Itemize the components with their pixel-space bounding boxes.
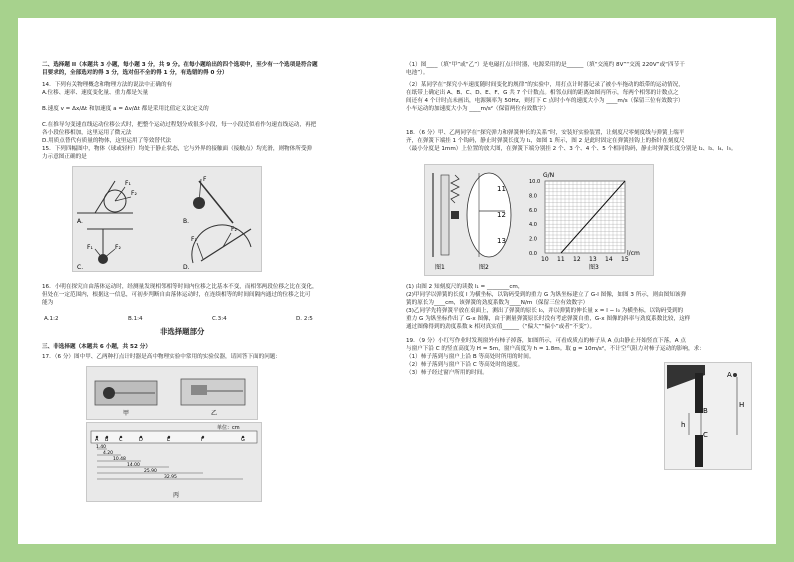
q17-sub2-line4: 小车运动的加速度大小为 ____m/s²（保留两位有效数字） (406, 106, 549, 112)
q15c-force-f2 (103, 249, 115, 259)
q19-label-b: B (703, 407, 708, 415)
tape-dim-label-2: 10.48 (113, 457, 126, 462)
q18-spring (451, 175, 459, 203)
tape-point-label-B: B (105, 437, 109, 443)
q19-window-diagram (665, 363, 751, 469)
q17-sub2-line2: 在纸带上确定出 A、B、C、D、E、F、G 共 7 个计数点。相邻点间的距离如图丙所示，每两个相邻的计数点之 (406, 90, 679, 96)
q17-timer-yi-panel (191, 385, 207, 395)
q17-stem: 17．（6 分）图中甲、乙两种打点计时器是高中物理实验中常用的实验仪器，请回答下面的问题： (42, 354, 281, 360)
q15d-f2-label: F₂ (231, 226, 237, 233)
chart-y-tick-4: 8.0 (529, 193, 537, 200)
q18-figure (424, 164, 654, 276)
chart-x-tick-0: 10 (541, 256, 549, 263)
q15d-bowl (192, 225, 251, 263)
sec2-header-line1: 二、选择题 II（本题共 3 小题，每小题 3 分，共 9 分。在每小题给出的四个选项中，至少有一个选项是符合题 (42, 62, 318, 68)
q18-sub3-line2: 重力 G 为纵坐标作出了 G-x 图像，由于测量弹簧原长时没有考虑弹簧自重，G-x 图像的斜率与劲度系数比较，这样 (406, 316, 691, 322)
q19-point-a (733, 373, 737, 377)
tape-dim-label-4: 25.90 (144, 469, 157, 474)
q17-tape-figure (86, 422, 262, 502)
tape-point-label-E: E (167, 437, 171, 443)
chart-y-tick-3: 6.0 (529, 207, 537, 214)
chart-x-tick-1: 11 (557, 256, 565, 263)
tape-dim-label-3: 14.00 (127, 463, 140, 468)
q18-label-fig1: 图1 (435, 264, 445, 271)
q15-label-c: C. (77, 264, 84, 271)
q17-sub2-line3: 间还有 4 个计时点未画出，电源频率为 50Hz，则打下 C 点时小车的速度大小为 ____m/s（保留三位有效数字） (406, 98, 684, 104)
q14-option-d: D.用质点替代有质量的物体，这里运用了等效替代法 (42, 138, 172, 144)
q16-option-b: B.1:4 (128, 316, 143, 322)
chart-x-tick-2: 12 (573, 256, 581, 263)
tape-point-label-G: G (241, 437, 245, 443)
q15-stem-line2: 力示意图正确的是 (42, 154, 87, 160)
q17-sub2-line1: （2）某同学在“探究小车速度随时间变化的规律”的实验中，用打点计时器记录了被小车拖动的纸带的运动情况， (406, 82, 684, 88)
chart-x-tick-5: 15 (621, 256, 629, 263)
q18-ruler (441, 175, 449, 255)
q16-option-a: A.1:2 (44, 316, 59, 322)
q18-scale-13: 13 (497, 237, 506, 245)
q15a-f1-label: F₁ (125, 180, 131, 187)
q15-figure (72, 166, 262, 272)
q14-option-c-line2: 各小段位移相加，这里运用了微元法 (42, 130, 132, 136)
q15b-f-label: F (203, 176, 207, 183)
q16-stem-line2: 但处在一定范围内，根据这一信息，可初步判断自由落体运动时，在连续相等的时间间隔内通过的位移之比可 (42, 292, 311, 298)
q19-wall-upper (695, 373, 703, 413)
chart-y-tick-0: 0.0 (529, 251, 537, 257)
q19-label-c: C (703, 431, 708, 439)
q18-stem-line2: 齐，在弹簧下端挂 1 个钩码，静止时弹簧长度为 l₁，如图 1 所示，图 2 是此时固定在弹簧挂钩上的指针在刻度尺 (406, 138, 685, 144)
q18-sub1: (1) 由图 2 知刻度尺的读数 l₁ = ________cm， (406, 284, 524, 290)
q15-stem-line1: 15．下列四幅图中，物体（球或轻杆）均处于静止状态，它与外界的接触面（接触点）均光滑，则物体所受弹 (42, 146, 313, 152)
q19-stem-line2: 与窗户下沿 C 的竖直高度为 H = 5m，窗户高度为 h = 1.8m。取 g = 10m/s²，不计空气阻力对柿子运动的影响，求： (406, 346, 705, 352)
q18-stem-line1: 18．（6 分）甲、乙两同学在“探究弹力和弹簧伸长的关系”时，安装好实验装置，让刻度尺零刻度线与弹簧上端平 (406, 130, 685, 136)
chart-y-tick-5: 10.0 (529, 179, 541, 185)
q17-timer-yi-body (181, 379, 245, 405)
q18-sub3-line3: 通过图像得到的劲度系数 k 相对真实值______（“偏大”“偏小”或者“不变”）。 (406, 324, 596, 330)
q15d-rod (201, 229, 251, 261)
q18-label-fig3: 图3 (589, 264, 599, 271)
q14-option-a: A.位移、速率、速度变化量、重力都是矢量 (42, 90, 149, 96)
tape-point-label-D: D (139, 437, 143, 443)
q19-label-h: h (681, 421, 686, 429)
q19-figure (664, 362, 752, 470)
q18-scale-12: 12 (497, 211, 506, 219)
tape-dim-label-0: 1.40 (96, 445, 107, 450)
q18-figures (425, 165, 653, 275)
q17-tape-dimensions (96, 444, 243, 480)
q18-stem-line3: （最小分度是 1mm）上位置的放大图，在弹簧下端分别挂 2 个、3 个、4 个、5 个相同钩码，静止时弹簧长度分别是 l₂、l₃、l₄、l₅。 (406, 146, 737, 152)
chart-x-tick-4: 14 (605, 256, 613, 263)
tape-dim-label-5: 32.95 (164, 475, 177, 480)
tape-point-label-C: C (119, 437, 123, 443)
chart-x-tick-3: 13 (589, 256, 597, 263)
q19-sub1: （1）柿子落到与窗户上沿 B 等高处时所用的时间。 (406, 354, 535, 360)
q16-option-c: C.3:4 (212, 316, 227, 322)
q17-timer-jia-coil (103, 387, 115, 399)
q17-tape (87, 423, 261, 501)
q18-g-l-chart (529, 172, 640, 263)
q19-sub3: （3）柿子经过窗户所用的时间。 (406, 370, 488, 376)
tape-point-label-F: F (201, 437, 204, 443)
q14-option-b: B.速度 v = Δx/Δt 和加速度 a = Δv/Δt 都是采用比值定义法定义的 (42, 106, 209, 112)
q18-sub3-line1: (3)乙同学先将弹簧平放在桌面上，测出了弹簧的原长 l₀，并以弹簧的伸长量 x = l − l₀ 为横坐标，以钩码受到的 (406, 308, 684, 314)
q17-label-bing: 丙 (173, 492, 180, 499)
q16-stem-line3: 能为 (42, 300, 54, 306)
q17-tape-strip (91, 431, 257, 443)
q14-stem: 14．下列有关物理概念和物理方法的说法中正确的有 (42, 82, 173, 88)
q18-scale-11: 11 (497, 185, 506, 193)
q19-wall-lower (695, 435, 703, 467)
q15-label-d: D. (183, 264, 190, 271)
tape-point-label-A: A (95, 437, 99, 443)
sec3-header: 三、非选择题（本题共 6 小题，共 52 分） (42, 344, 151, 350)
exam-page (18, 18, 776, 544)
nonchoice-title: 非选择题部分 (160, 327, 205, 336)
q17-sub1-line2: 电池”）。 (406, 70, 429, 76)
q19-label-a: A (727, 371, 732, 379)
q19-stem-line1: 19．（9 分）小红写作业时发现窗外有柿子掉落，如图所示，可看成质点的柿子从 A 点由静止开始竖直下落，A 点 (406, 338, 686, 344)
q18-sub2-line1: (2)甲同学以弹簧的长度 l 为横坐标，以钩码受到的重力 G 为纵坐标建立了 G-l 图像，如图 3 所示，则由图知该弹 (406, 292, 687, 298)
q17-timer-figure (86, 366, 258, 420)
q19-sub2: （2）柿子落到与窗户下沿 C 等高处时的速度。 (406, 362, 524, 368)
q18-weight (451, 211, 459, 219)
q17-tape-unit: 单位：cm (217, 425, 240, 431)
q18-sub2-line2: 簧的原长为____cm，该弹簧的劲度系数为____N/m（保留三位有效数字） (406, 300, 589, 306)
chart-x-label: l/cm (627, 250, 640, 257)
q15d-force-f1 (197, 243, 203, 259)
q15-force-diagrams (73, 167, 261, 271)
sec2-header-line2: 目要求的，全部选对的得 3 分，选对但不全的得 1 分，有选错的得 0 分） (42, 70, 228, 76)
q17-sub1-line1: （1）图____（填“甲”或“乙”）是电磁打点计时器，电源采用的是______（填“交流约 8V”“交流 220V”或“四节干 (406, 62, 685, 68)
tape-dim-label-1: 4.20 (103, 451, 114, 456)
q16-stem-line1: 16．小明在探究自由落体运动时，经测量发现相邻相等时间内位移之比基本不变，而相邻两段位移之比在变化， (42, 284, 318, 290)
q15-label-a: A. (77, 218, 83, 225)
q17-label-yi: 乙 (211, 410, 218, 417)
q15a-f2-label: F₂ (131, 190, 137, 197)
q15c-f2-label: F₂ (115, 244, 121, 251)
q17-timers (87, 367, 257, 419)
q19-label-H: H (739, 401, 745, 409)
q16-option-d: D. 2:5 (296, 316, 313, 322)
q15d-f1-label: F₁ (191, 236, 197, 243)
q17-label-jia: 甲 (123, 410, 130, 417)
q15c-f1-label: F₁ (87, 244, 93, 251)
chart-y-tick-2: 4.0 (529, 222, 537, 229)
chart-y-tick-1: 2.0 (529, 236, 537, 243)
q18-label-fig2: 图2 (479, 264, 489, 271)
q14-option-c-line1: C.在推导匀变速直线运动位移公式时，把整个运动过程划分成很多小段，每一小段近似看作匀速直线运动，再把 (42, 122, 317, 128)
chart-y-label: G/N (543, 172, 555, 179)
q15-label-b: B. (183, 218, 190, 225)
